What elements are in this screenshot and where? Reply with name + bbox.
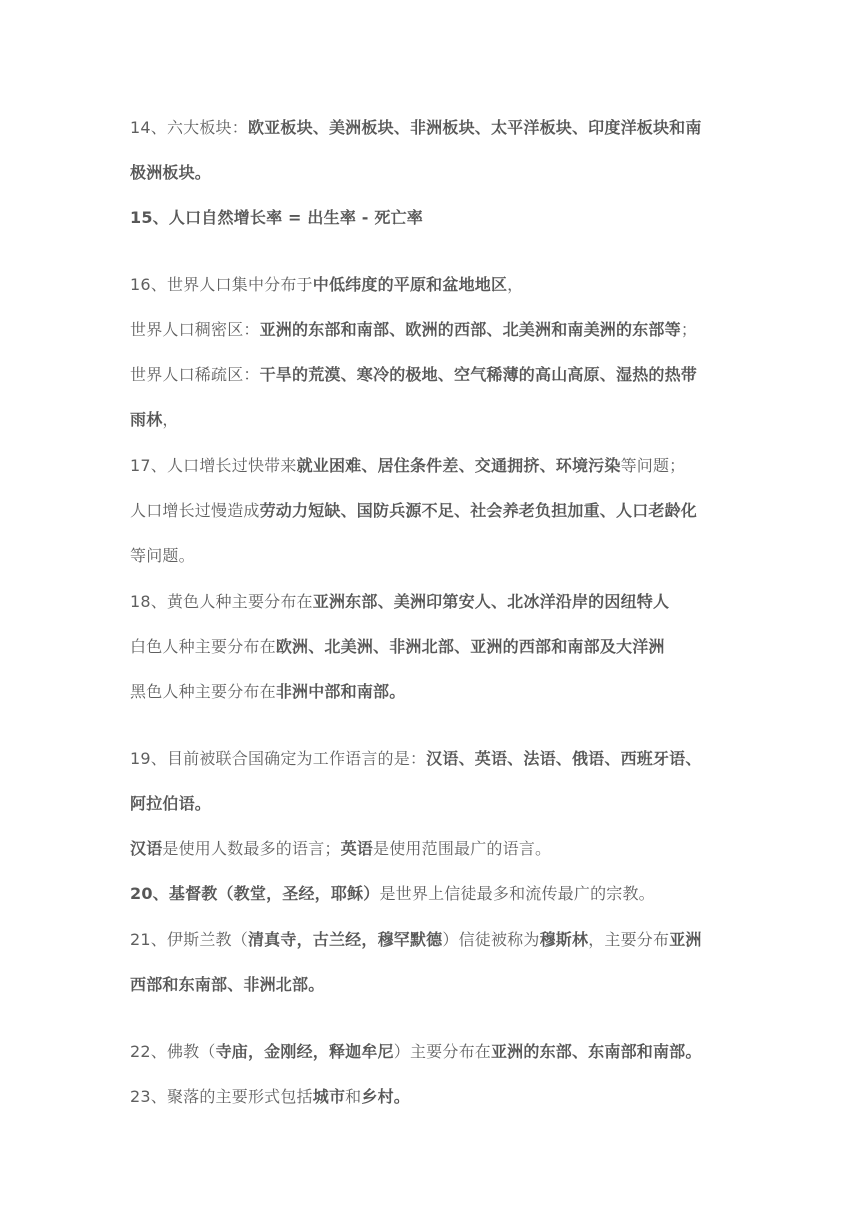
text-line bbox=[130, 1041, 750, 1063]
text-run: 14、六大板块： bbox=[130, 118, 248, 137]
text-run: 16、世界人口集中分布于 bbox=[130, 275, 313, 294]
text-line bbox=[130, 117, 750, 139]
text-line bbox=[130, 748, 750, 770]
bold-text-run: 15、人口自然增长率 = 出生率 - 死亡率 bbox=[130, 208, 423, 227]
bold-text-run: 亚洲东部、美洲印第安人、北冰洋沿岸的因纽特人 bbox=[312, 592, 670, 611]
text-line bbox=[130, 207, 750, 229]
text-run: ， bbox=[162, 410, 179, 429]
bold-text-run: 寺庙，金刚经，释迦牟尼 bbox=[215, 1042, 394, 1061]
bold-text-run: 清真寺，古兰经，穆罕默德 bbox=[247, 930, 443, 949]
text-run: 19、目前被联合国确定为工作语言的是： bbox=[130, 749, 427, 768]
bold-text-run: 汉语、英语、法语、俄语、西班牙语、 bbox=[426, 749, 702, 768]
text-line bbox=[130, 591, 750, 613]
text-line bbox=[130, 162, 750, 184]
bold-text-run: 亚洲 bbox=[669, 930, 702, 949]
bold-text-run: 干旱的荒漠、寒冷的极地、空气稀薄的高山高原、湿热的热带 bbox=[259, 365, 698, 384]
bold-text-run: 就业困难、居住条件差、交通拥挤、环境污染 bbox=[296, 456, 621, 475]
text-run: 黑色人种主要分布在 bbox=[130, 682, 276, 701]
bold-text-run: 20、基督教（教堂，圣经，耶稣） bbox=[130, 884, 380, 903]
text-run: 和 bbox=[345, 1087, 362, 1106]
bold-text-run: 中低纬度的平原和盆地地区 bbox=[312, 275, 508, 294]
text-line bbox=[130, 929, 750, 951]
text-run: 白色人种主要分布在 bbox=[130, 637, 276, 656]
text-run: 是世界上信徒最多和流传最广的宗教。 bbox=[379, 884, 655, 903]
bold-text-run: 非洲中部和南部。 bbox=[275, 682, 406, 701]
text-line bbox=[130, 883, 750, 905]
text-run: 22、佛教（ bbox=[130, 1042, 216, 1061]
text-run: 是使用人数最多的语言； bbox=[162, 839, 341, 858]
text-run: 18、黄色人种主要分布在 bbox=[130, 592, 313, 611]
text-run: 23、聚落的主要形式包括 bbox=[130, 1087, 313, 1106]
text-run: 人口增长过慢造成 bbox=[130, 501, 260, 520]
text-run: 等问题； bbox=[620, 456, 686, 475]
bold-text-run: 极洲板块。 bbox=[130, 163, 212, 182]
text-run: 世界人口稠密区： bbox=[130, 320, 260, 339]
bold-text-run: 劳动力短缺、国防兵源不足、社会养老负担加重、人口老龄化 bbox=[259, 501, 698, 520]
text-run: ）信徒被称为 bbox=[442, 930, 540, 949]
bold-text-run: 汉语 bbox=[130, 839, 163, 858]
bold-text-run: 雨林 bbox=[130, 410, 163, 429]
text-line bbox=[130, 545, 750, 567]
text-line bbox=[130, 974, 750, 996]
bold-text-run: 穆斯林 bbox=[539, 930, 589, 949]
text-run: 世界人口稀疏区： bbox=[130, 365, 260, 384]
text-run: ，主要分布 bbox=[588, 930, 670, 949]
bold-text-run: 城市 bbox=[312, 1087, 346, 1106]
text-line bbox=[130, 500, 750, 522]
text-line bbox=[130, 319, 750, 341]
text-run: ）主要分布在 bbox=[393, 1042, 491, 1061]
bold-text-run: 西部和东南部、非洲北部。 bbox=[130, 975, 325, 994]
text-run: 21、伊斯兰教（ bbox=[130, 930, 248, 949]
bold-text-run: 亚洲的东部和南部、欧洲的西部、北美洲和南美洲的东部等 bbox=[259, 320, 681, 339]
text-run: 是使用范围最广的语言。 bbox=[373, 839, 552, 858]
text-run: ； bbox=[680, 320, 698, 339]
text-run: 等问题。 bbox=[130, 546, 195, 565]
text-line bbox=[130, 793, 750, 815]
text-line bbox=[130, 1086, 750, 1108]
text-line bbox=[130, 364, 750, 386]
bold-text-run: 阿拉伯语。 bbox=[130, 794, 212, 813]
bold-text-run: 欧亚板块、美洲板块、非洲板块、太平洋板块、印度洋板块和南 bbox=[247, 118, 702, 137]
text-line bbox=[130, 838, 750, 860]
text-run: ， bbox=[507, 275, 524, 294]
text-line bbox=[130, 455, 750, 477]
text-line bbox=[130, 681, 750, 703]
text-line bbox=[130, 409, 750, 431]
bold-text-run: 乡村。 bbox=[361, 1087, 410, 1106]
bold-text-run: 英语 bbox=[340, 839, 374, 858]
bold-text-run: 亚洲的东部、东南部和南部。 bbox=[490, 1042, 702, 1061]
text-run: 17、人口增长过快带来 bbox=[130, 456, 297, 475]
text-line bbox=[130, 274, 750, 296]
bold-text-run: 欧洲、北美洲、非洲北部、亚洲的西部和南部及大洋洲 bbox=[275, 637, 665, 656]
text-line bbox=[130, 636, 750, 658]
